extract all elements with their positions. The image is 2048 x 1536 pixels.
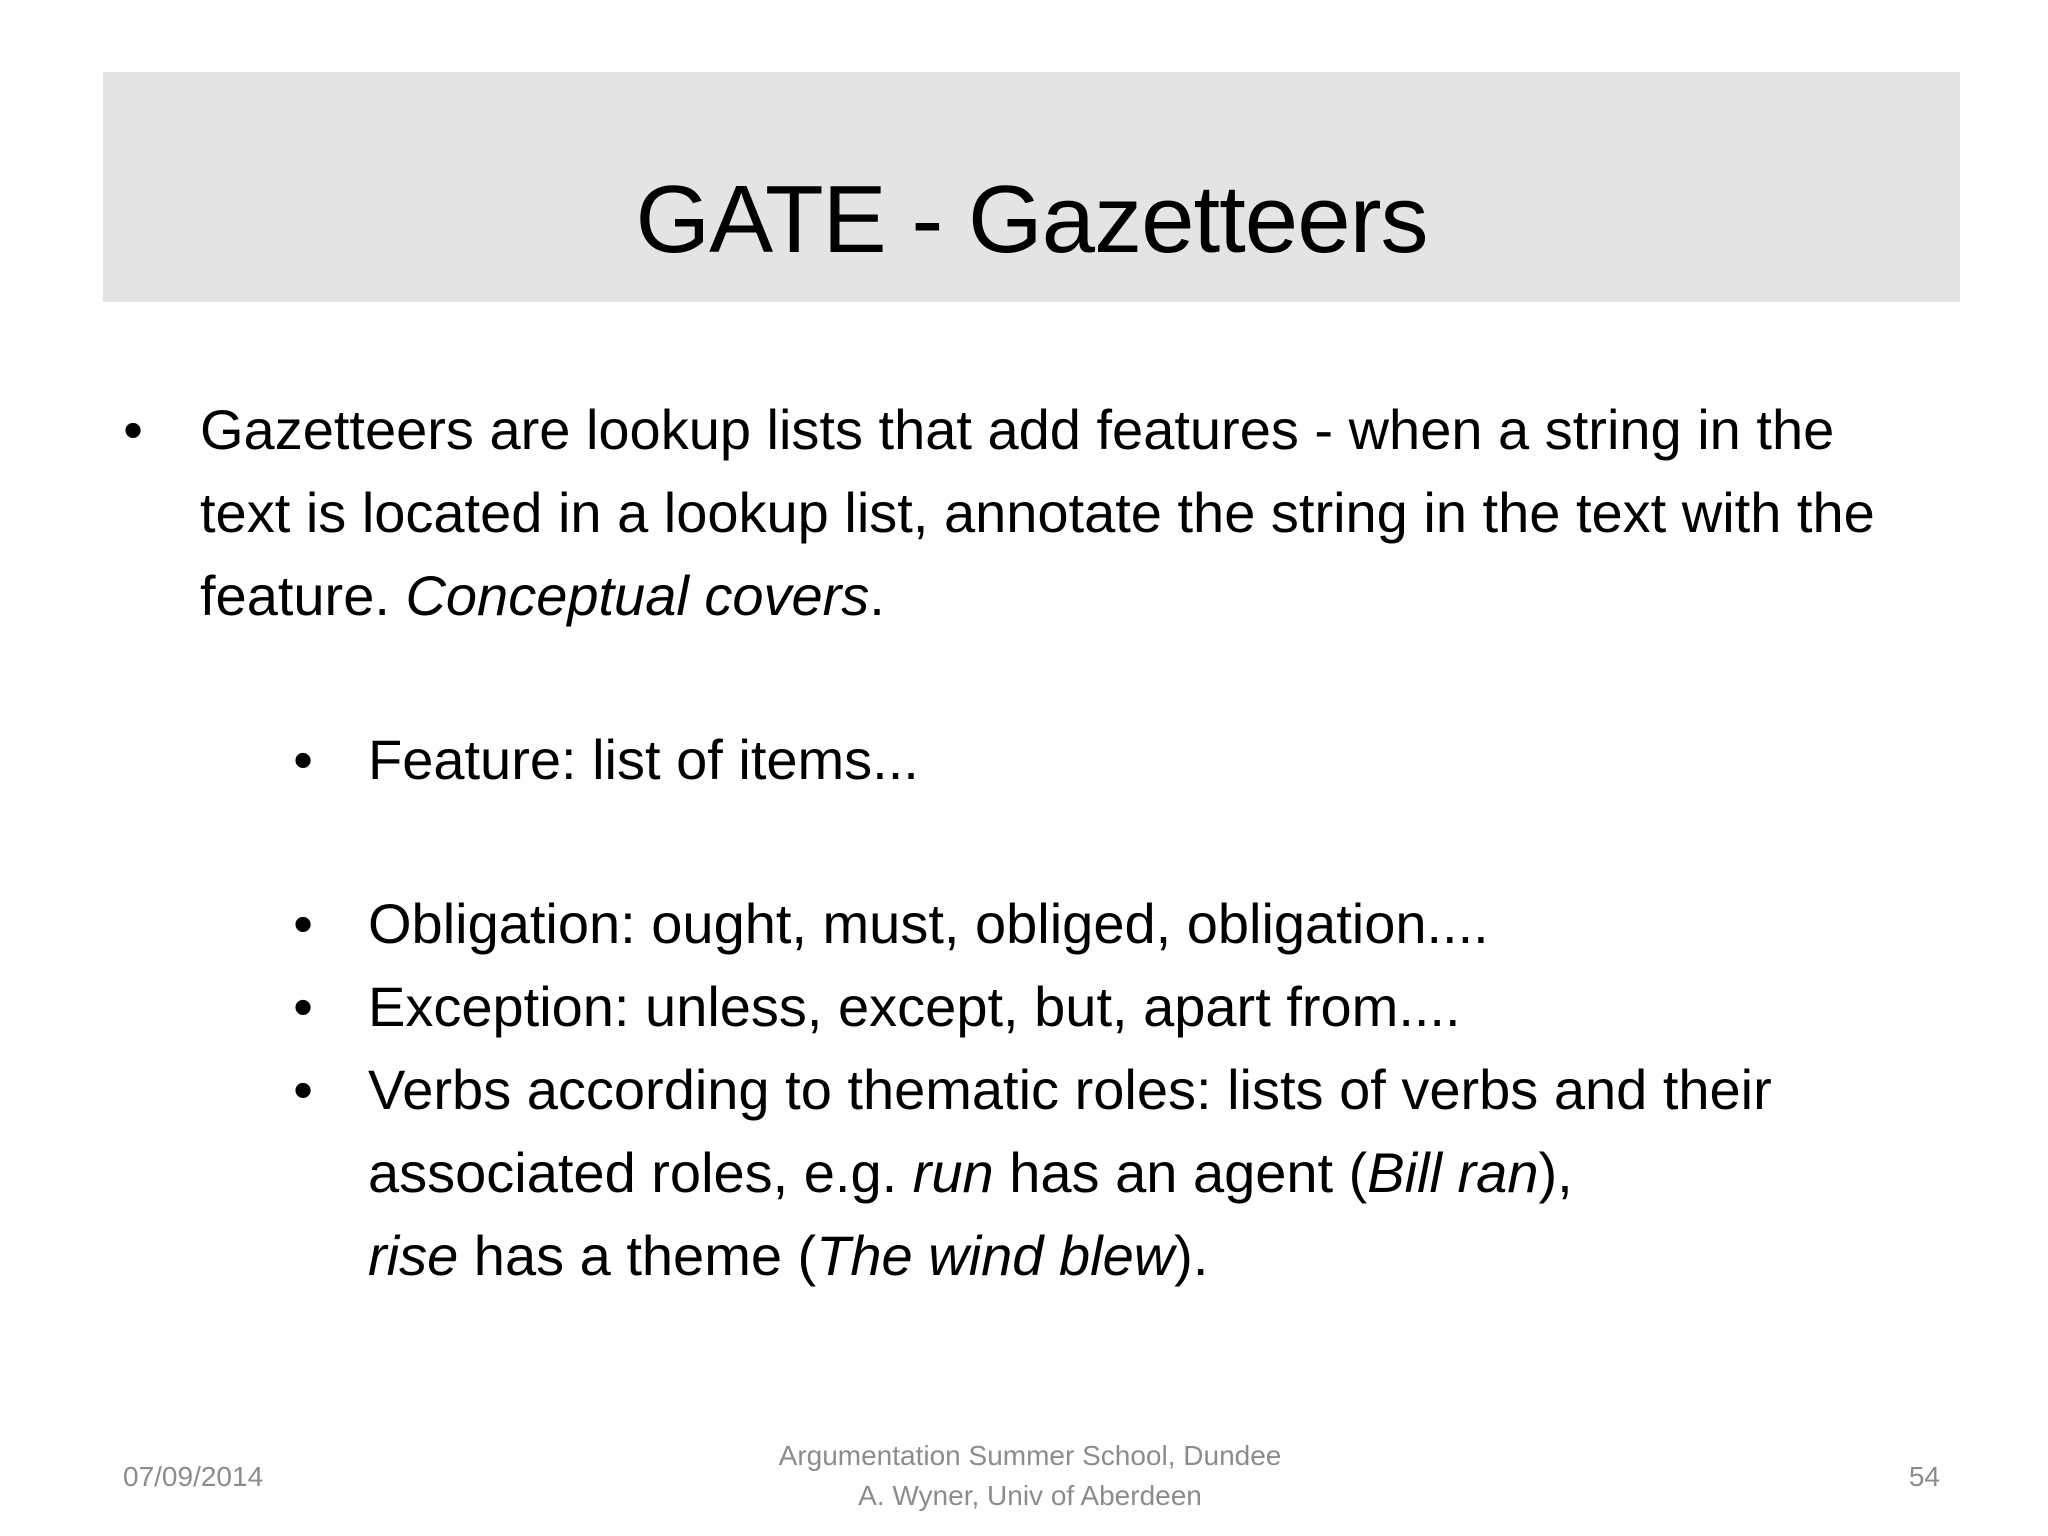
slide-title: GATE - Gazetteers <box>635 166 1428 273</box>
subbullet-text: Verbs according to thematic roles: lists of verbs and their associated roles, e.g. run has an agent (Bill ran), rise has a theme (The wind blew). <box>368 1058 1772 1287</box>
bullet-dot-icon: • <box>123 398 143 461</box>
footer-page-number: 54 <box>1908 1461 1940 1492</box>
footer-credit <box>680 1436 1380 1516</box>
subbullet-text: Obligation: ought, must, obliged, obligation.... <box>368 892 1489 955</box>
footer-credit-line2: A. Wyner, Univ of Aberdeen <box>858 1480 1202 1511</box>
bullet-dot-icon: • <box>293 892 313 955</box>
subbullet-text: Exception: unless, except, but, apart from.... <box>368 975 1461 1038</box>
bullet-dot-icon: • <box>293 975 313 1038</box>
footer-date: 07/09/2014 <box>123 1461 264 1492</box>
footer-credit-line1: Argumentation Summer School, Dundee <box>778 1440 1282 1471</box>
bullet-dot-icon: • <box>293 1058 313 1121</box>
bullet-text: Gazetteers are lookup lists that add features - when a string in the text is located in a lookup list, annotate the string in the text with the feature. Conceptual covers. <box>200 398 1875 627</box>
bullet-dot-icon: • <box>293 728 313 791</box>
subbullet-text: Feature: list of items... <box>368 728 919 791</box>
